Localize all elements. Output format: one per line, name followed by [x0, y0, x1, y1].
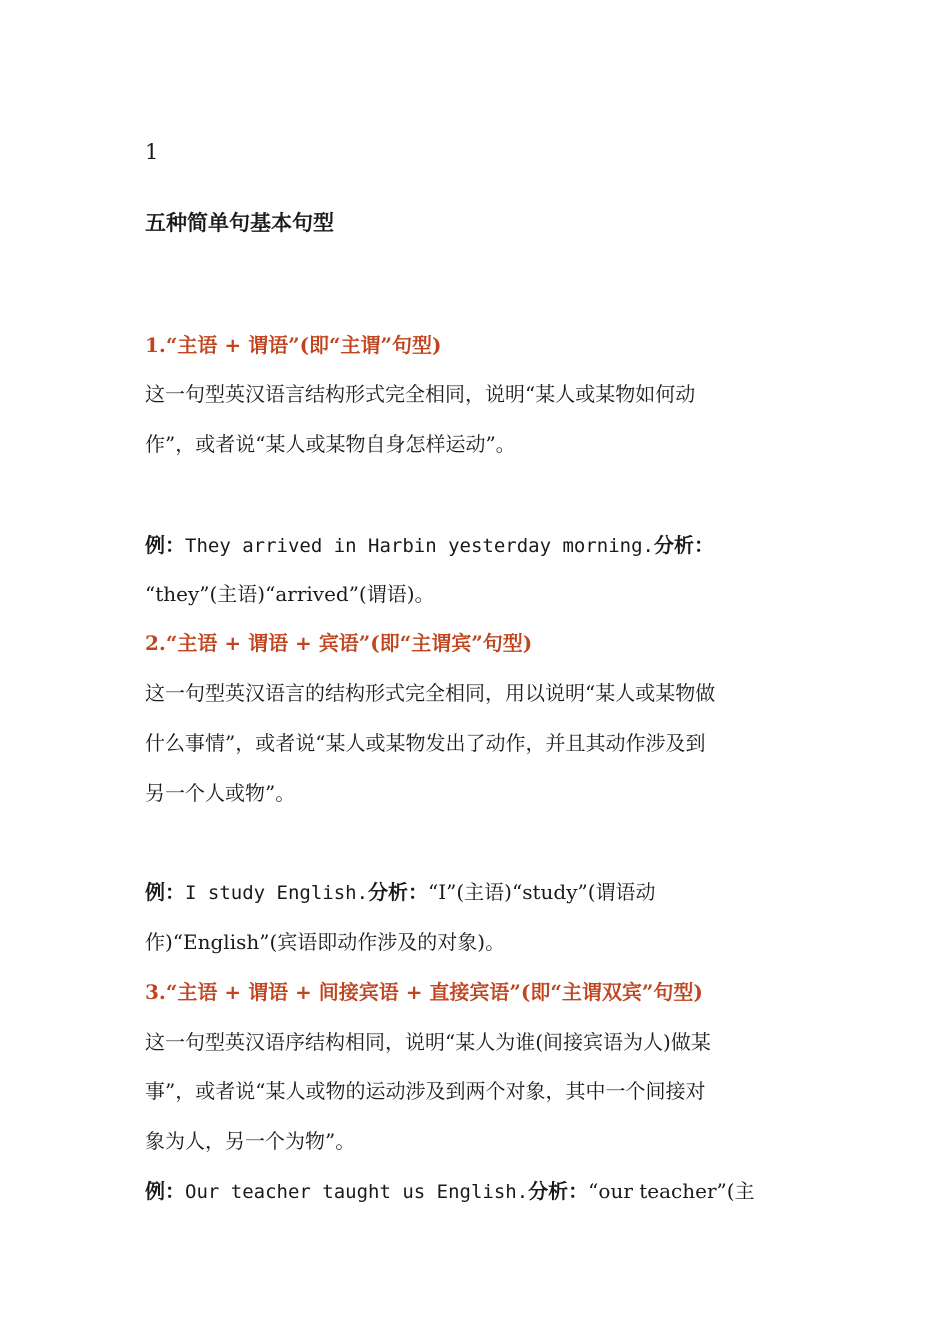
- section-2-desc-line-1: 这一句型英汉语言的结构形式完全相同，用以说明“某人或某物做: [145, 681, 716, 705]
- section-3-desc-line-3: 象为人，另一个为物”。: [145, 1129, 356, 1153]
- section-1-analysis: “they”(主语)“arrived”(谓语)。: [145, 582, 435, 606]
- section-1-example: [145, 531, 714, 560]
- section-1-desc-line-2: 作”，或者说“某人或某物自身怎样运动”。: [145, 432, 516, 456]
- example-sentence: They arrived in Harbin yesterday morning.: [185, 535, 654, 557]
- example-label: 例：: [145, 1179, 185, 1203]
- example-label: 例：: [145, 880, 185, 904]
- section-2-desc-line-3: 另一个人或物”。: [145, 781, 296, 805]
- analysis-text: “our teacher”(主: [588, 1179, 755, 1203]
- section-3-desc-line-2: 事”，或者说“某人或物的运动涉及到两个对象，其中一个间接对: [145, 1079, 706, 1103]
- page-title: 五种简单句基本句型: [145, 210, 334, 235]
- analysis-label: 分析：: [368, 880, 429, 904]
- section-3-desc-line-1: 这一句型英汉语序结构相同，说明“某人为谁(间接宾语为人)做某: [145, 1030, 711, 1054]
- analysis-label: 分析：: [528, 1179, 589, 1203]
- section-1-desc-line-1: 这一句型英汉语言结构形式完全相同，说明“某人或某物如何动: [145, 382, 696, 406]
- section-1-heading: 1.“主语 + 谓语”(即“主谓”句型): [145, 333, 442, 357]
- section-2-desc-line-2: 什么事情”，或者说“某人或某物发出了动作，并且其动作涉及到: [145, 731, 706, 755]
- analysis-label: 分析：: [654, 533, 714, 557]
- section-3-heading: 3.“主语 + 谓语 + 间接宾语 + 直接宾语”(即“主谓双宾”句型): [145, 980, 703, 1004]
- section-2-heading: 2.“主语 + 谓语 + 宾语”(即“主谓宾”句型): [145, 631, 533, 655]
- section-3-example: [145, 1177, 755, 1206]
- analysis-text: “I”(主语)“study”(谓语动: [428, 880, 656, 904]
- example-sentence: I study English.: [185, 882, 369, 904]
- section-2-example: [145, 878, 656, 907]
- page-number: 1: [145, 140, 159, 164]
- example-label: 例：: [145, 533, 185, 557]
- section-2-analysis-cont: 作)“English”(宾语即动作涉及的对象)。: [145, 930, 506, 954]
- example-sentence: Our teacher taught us English.: [185, 1181, 529, 1203]
